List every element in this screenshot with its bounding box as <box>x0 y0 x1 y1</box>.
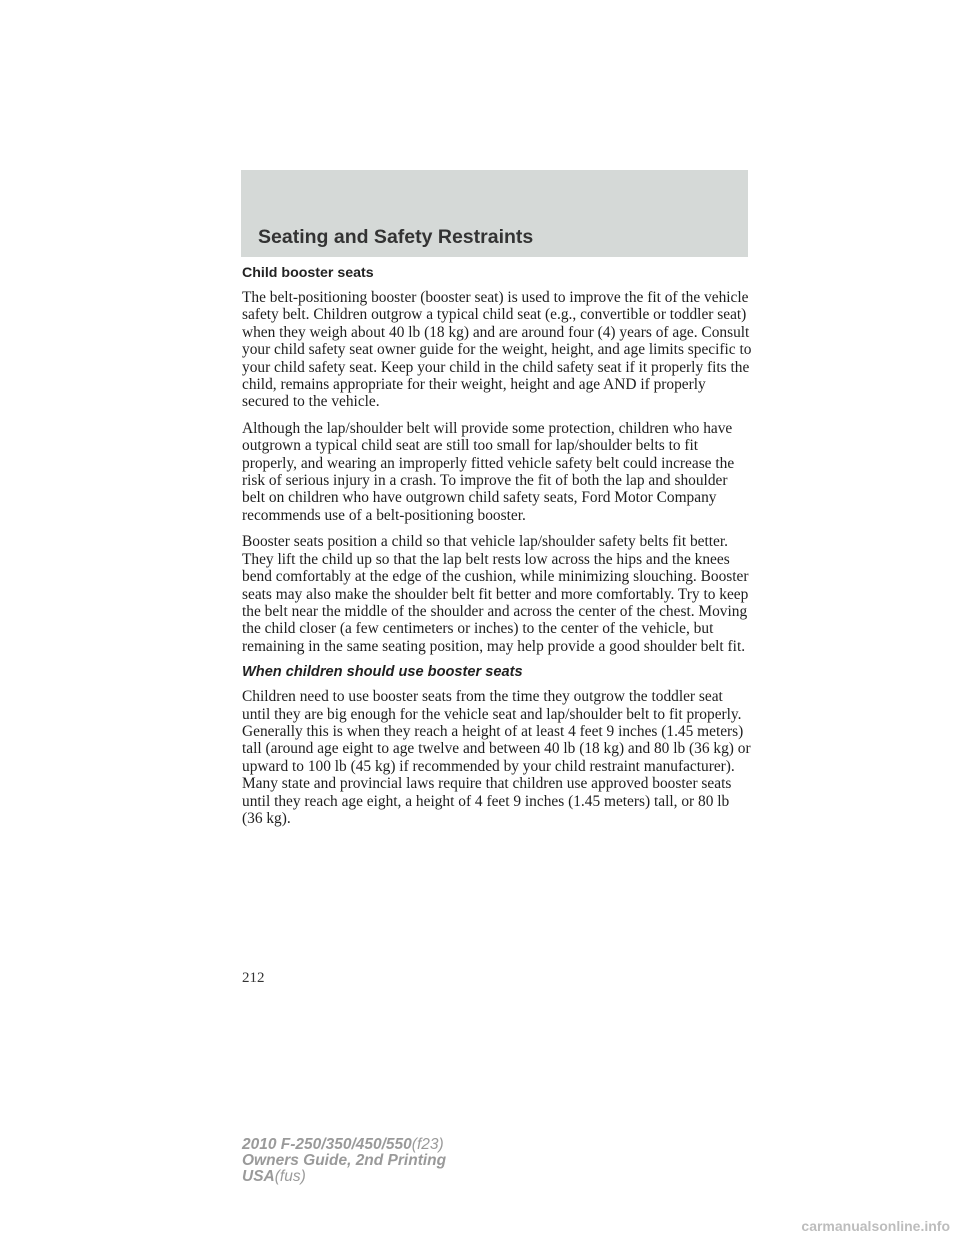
document-footer <box>242 1137 446 1185</box>
footer-line-2: Owners Guide, 2nd Printing <box>242 1152 447 1169</box>
paragraph-lap-shoulder-belt: Although the lap/shoulder belt will provide some protection, children who have outgrown a typical child seat are still too small for lap/shoulder belts to fit properly, and wearing an improperly fitted vehicle safety belt could increase the risk of serious injury in a crash. To improve the fit of both the lap and shoulder belt on children who have outgrown child safety seats, Ford Motor Company recommends use of a belt-positioning booster. <box>242 419 735 524</box>
heading-child-booster-seats: Child booster seats <box>242 265 374 281</box>
footer-market: USA <box>242 1168 275 1185</box>
paragraph-booster-position: Booster seats position a child so that vehicle lap/shoulder safety belts fit better. They lift the child up so that the lap belt rests low across the hips and the knees bend comfortably at the edge of the cushion, while minimizing slouching. Booster seats may also make the shoulder belt fit better and more comfortably. Try to keep the belt near the middle of the shoulder and across the center of the chest. Moving the child closer (a few centimeters or inches) to the center of the vehicle, but remaining in the same seating position, may help provide a good shoulder belt fit. <box>242 533 749 655</box>
footer-market-code: (fus) <box>274 1168 306 1185</box>
footer-line-3 <box>242 1169 446 1185</box>
footer-model: 2010 F-250/350/450/550 <box>242 1136 412 1153</box>
section-header-band <box>241 170 748 257</box>
watermark: carmanualsonline.info <box>801 1218 950 1234</box>
paragraph-when-use-booster: Children need to use booster seats from the time they outgrow the toddler seat until they are big enough for the vehicle seat and lap/shoulder belt to fit properly. Generally this is when they reach a height of at least 4 feet 9 inches (1.45 meters) tall (around age eight to age twelve and between 40 lb (18 kg) and 80 lb (36 kg) or upward to 100 lb (45 kg) if recommended by your child restraint manufacturer). Many state and provincial laws require that children use approved booster seats until they reach age eight, a height of 4 feet 9 inches (1.45 meters) tall, or 80 lb (36 kg). <box>242 688 751 827</box>
section-title: Seating and Safety Restraints <box>258 226 534 248</box>
paragraph-booster-intro: The belt-positioning booster (booster seat) is used to improve the fit of the vehicle safety belt. Children outgrow a typical child seat (e.g., convertible or toddler seat) when they weigh about 40 lb (18 kg) and are around four (4) years of age. Consult your child safety seat owner guide for the weight, height, and age limits specific to your child safety seat. Keep your child in the child safety seat if it properly fits the child, remains appropriate for their weight, height and age AND if properly secured to the vehicle. <box>242 289 752 411</box>
page-content <box>242 265 752 836</box>
footer-line-1 <box>242 1137 446 1153</box>
footer-model-code: (f23) <box>411 1136 444 1153</box>
heading-when-use-booster: When children should use booster seats <box>242 664 523 681</box>
page-number: 212 <box>242 970 265 986</box>
